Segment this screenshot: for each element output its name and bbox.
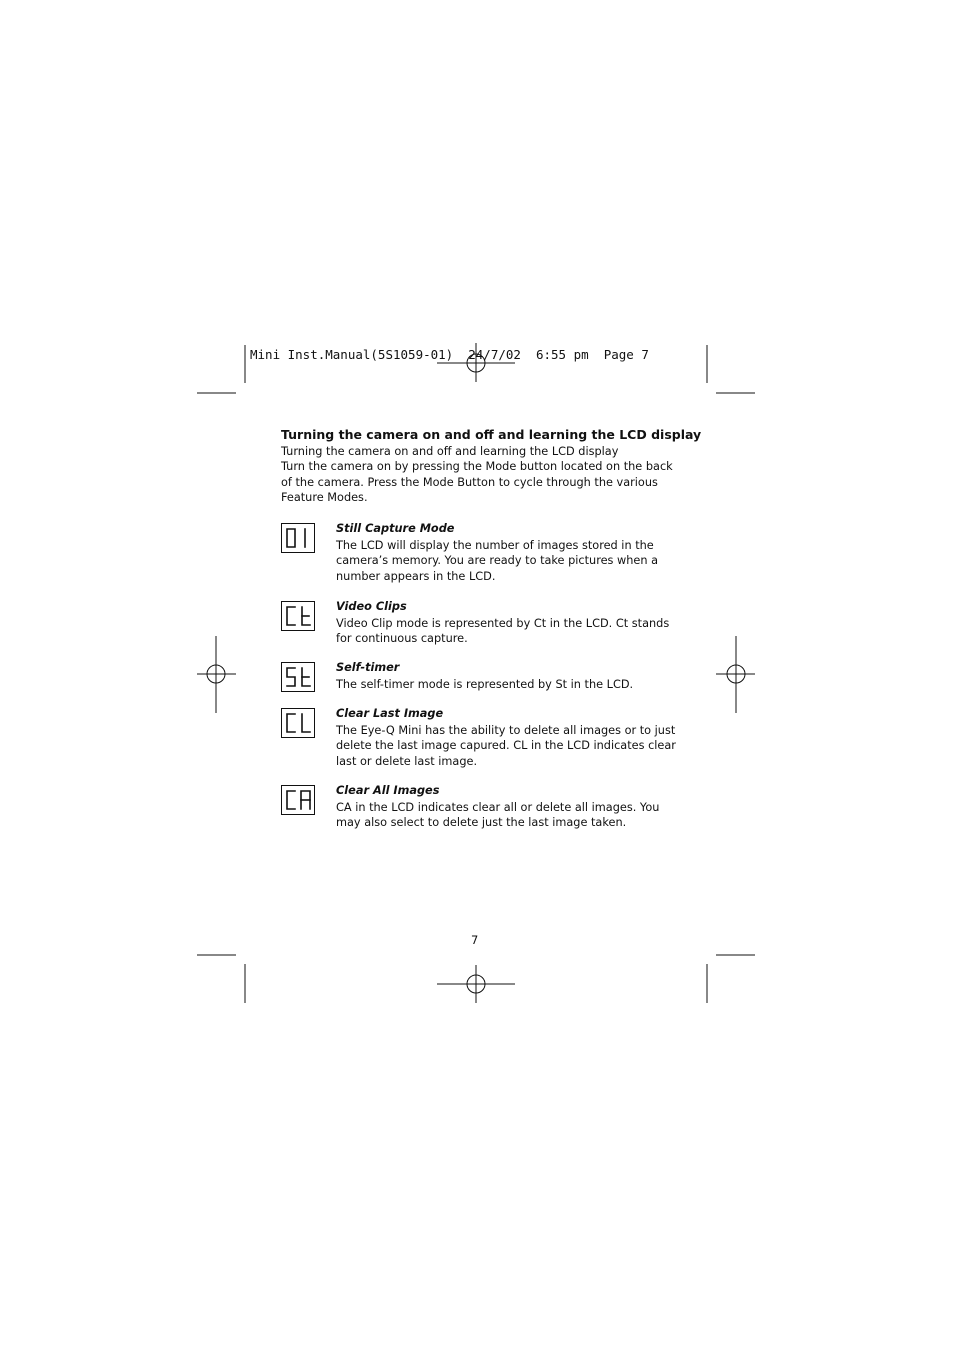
mode-title: Self-timer bbox=[336, 661, 400, 674]
print-slug: Mini Inst.Manual(5S1059-01) 24/7/02 6:55 pm Page 7 bbox=[250, 347, 649, 362]
lcd-01-icon bbox=[281, 523, 315, 553]
section-heading: Turning the camera on and off and learning the LCD display bbox=[281, 427, 702, 442]
lcd-st-icon bbox=[281, 662, 315, 692]
lcd-ca-icon bbox=[281, 785, 315, 815]
lcd-cl-icon bbox=[281, 708, 315, 738]
mode-description: The self-timer mode is represented by St in the LCD. bbox=[336, 678, 634, 691]
mode-title: Clear Last Image bbox=[336, 707, 444, 720]
mode-description: The Eye-Q Mini has the ability to delete all images or to just delete the last image capured. CL in the LCD indicates clear last or delete last image. bbox=[336, 724, 676, 768]
intro-body: Turn the camera on by pressing the Mode button located on the back of the camera. Press the Mode Button to cycle through the various Feature Modes. bbox=[281, 460, 673, 505]
page-number: 7 bbox=[471, 933, 479, 947]
lcd-ct-icon bbox=[281, 601, 315, 631]
mode-description: Video Clip mode is represented by Ct in the LCD. Ct stands for continuous capture. bbox=[336, 617, 670, 646]
mode-description: CA in the LCD indicates clear all or delete all images. You may also select to delete just the last image taken. bbox=[336, 801, 660, 830]
mode-title: Video Clips bbox=[336, 600, 407, 613]
intro-text bbox=[281, 444, 681, 506]
mode-description: The LCD will display the number of images stored in the camera’s memory. You are ready to take pictures when a number appears in the LCD. bbox=[336, 539, 659, 583]
mode-title: Still Capture Mode bbox=[336, 522, 455, 535]
intro-line: Turning the camera on and off and learning the LCD display bbox=[281, 445, 619, 458]
mode-title: Clear All Images bbox=[336, 784, 440, 797]
